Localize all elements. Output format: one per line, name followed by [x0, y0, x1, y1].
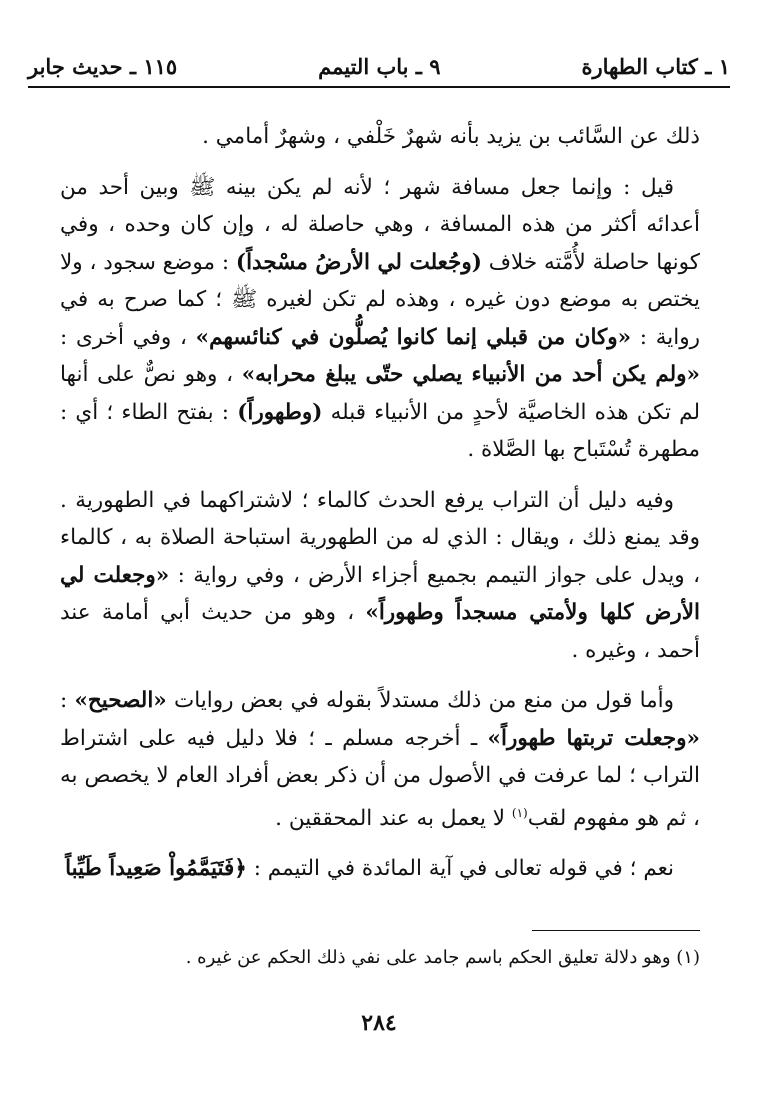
quran-verse: ﴿فَتَيَمَّمُواْ صَعِيداً طَيِّباً: [65, 856, 247, 882]
paragraph-4: [60, 682, 700, 837]
quote-bold: «وجعلت لي الأرض كلها ولأمتي مسجداً وطهوراً»: [60, 562, 700, 625]
footnote: (١) وهو دلالة تعليق الحكم باسم جامد على نفي ذلك الحكم عن غيره .: [185, 947, 700, 968]
header-chapter: ٩ ـ باب التيمم: [318, 53, 441, 79]
footnote-marker: (١): [511, 805, 528, 820]
quote-bold: «الصحيح»: [74, 688, 167, 713]
running-header: [28, 44, 730, 88]
paragraph-2-text: قيل : وإنما جعل مسافة شهر ؛ لأنه لم يكن بينه ﷺ وبين أحد من أعدائه أكثر من هذه المسافة ، وهي حاصلة له ، وإن كان وحده ، وفي كونها حاصلة لأُمَّته خلاف: [60, 174, 700, 275]
footnote-rule: [532, 930, 700, 931]
main-text: [60, 118, 700, 901]
paragraph-5-text: نعم ؛ في قوله تعالى في آية المائدة في التيمم :: [246, 856, 674, 882]
paragraph-3-text: وفيه دليل أن التراب يرفع الحدث كالماء ؛ لاشتراكهما في الطهورية . وقد يمنع ذلك ، ويقال : الذي له من الطهورية استباحة الصلاة به ، كالماء ، ويدل على جواز التيمم بجميع أجزاء الأرض ، وفي رواية :: [60, 487, 701, 588]
header-rule: [28, 86, 730, 88]
page-number: ٢٨٤: [361, 1010, 397, 1036]
paragraph-5: [60, 850, 700, 888]
quote-bold: (وطهوراً): [237, 399, 323, 425]
paragraph-2-text: ، وفي أخرى :: [60, 324, 196, 350]
quote-bold: «وجعلت تربتها طهوراً»: [487, 725, 700, 751]
header-book: ١ ـ كتاب الطهارة: [581, 53, 730, 79]
quote-bold: «وكان من قبلي إنما كانوا يُصلُّون في كنائسهم»: [195, 324, 632, 350]
paragraph-3: [60, 482, 700, 670]
paragraph-2-text: ، وهو نصٌّ على أنها لم تكن هذه الخاصيَّة لأحدٍ من الأنبياء قبله: [60, 362, 700, 425]
paragraph-4-text: لا يعمل به عند المحققين .: [275, 805, 512, 831]
paragraph-1-text: ذلك عن السَّائب بن يزيد بأنه شهرٌ خَلْفي ، وشهرٌ أمامي .: [202, 124, 700, 149]
paragraph-2-text: : بفتح الطاء ؛ أي : مطهرة تُسْتَباح بها الصَّلاة .: [60, 399, 700, 462]
paragraph-1: [60, 118, 700, 156]
paragraph-4-text: وأما قول من منع من ذلك مستدلاً بقوله في بعض روايات: [166, 688, 675, 713]
paragraph-2-text: : موضع سجود ، ولا يختص به موضع دون غيره ، وهذه لم تكن لغيره ﷺ ؛ كما صرح به في رواية :: [60, 249, 701, 350]
paragraph-4-text: :: [60, 688, 75, 713]
quote-bold: «ولم يكن أحد من الأنبياء يصلي حتّى يبلغ محرابه»: [241, 362, 700, 387]
paragraph-2: [60, 169, 700, 469]
paragraph-4-text: ـ أخرجه مسلم ـ ؛ فلا دليل فيه على اشتراط التراب ؛ لما عرفت في الأصول من أن ذكر بعض أفراد العام لا يخصص به ، ثم هو مفهوم لقب: [60, 725, 700, 831]
quote-bold: (وجُعلت لي الأرضُ مسْجداً): [235, 249, 482, 275]
header-hadith: ١١٥ ـ حديث جابر: [28, 53, 178, 79]
paragraph-3-text: ، وهو من حديث أبي أمامة عند أحمد ، وغيره .: [60, 600, 700, 663]
